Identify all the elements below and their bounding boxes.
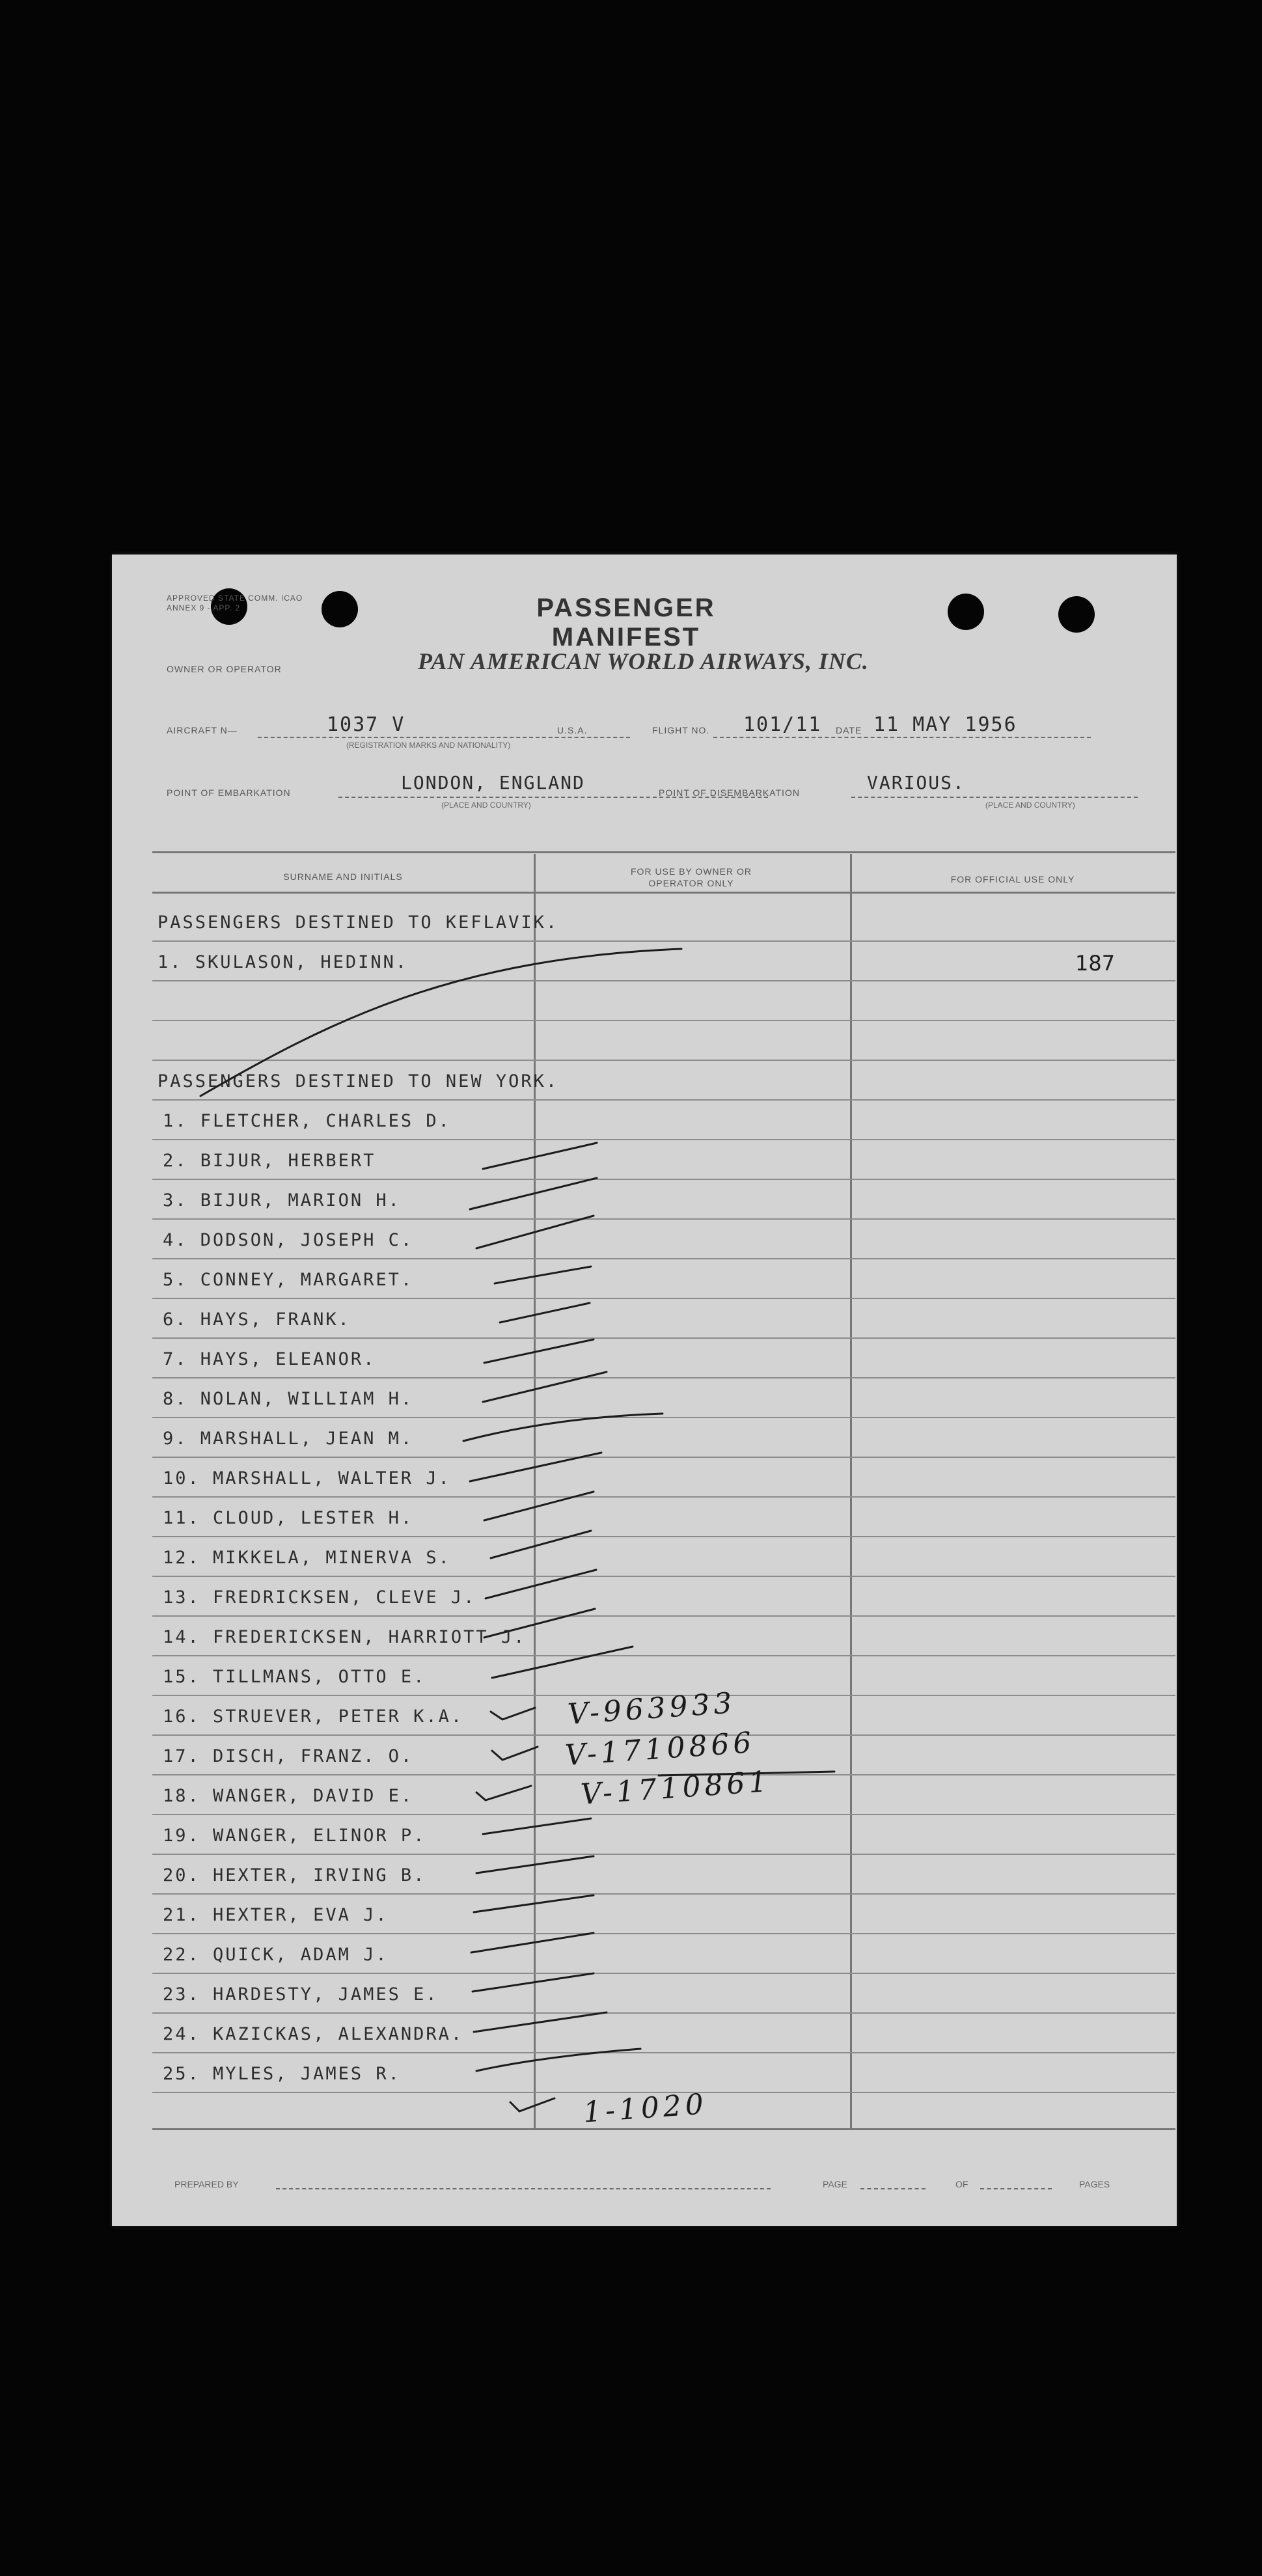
check-mark [500, 1303, 590, 1322]
page-label: PAGE [823, 2179, 847, 2189]
embark-sublabel: (PLACE AND COUNTRY) [441, 801, 531, 810]
check-mark [486, 1570, 596, 1598]
passenger-name: 7. HAYS, ELEANOR. [163, 1349, 376, 1369]
check-mark [476, 1856, 594, 1873]
check-mark [492, 1647, 633, 1678]
date-value: 11 MAY 1956 [873, 713, 1017, 736]
of-label: OF [955, 2179, 968, 2189]
passenger-name: 6. HAYS, FRANK. [163, 1309, 351, 1330]
disembark-value: VARIOUS. [867, 772, 965, 793]
prepared-by-label: PREPARED BY [174, 2179, 239, 2189]
passenger-name: 5. CONNEY, MARGARET. [163, 1270, 414, 1290]
section-heading: PASSENGERS DESTINED TO KEFLAVIK. [158, 912, 559, 933]
table-bottom-rule [152, 2128, 1175, 2130]
column-header-official-use: FOR OFFICIAL USE ONLY [950, 874, 1075, 884]
aircraft-sublabel: (REGISTRATION MARKS AND NATIONALITY) [346, 741, 511, 750]
passenger-name: 17. DISCH, FRANZ. O. [163, 1746, 414, 1766]
official-number: 187 [1075, 951, 1116, 976]
flight-label: FLIGHT NO. [652, 725, 710, 735]
passenger-name: 9. MARSHALL, JEAN M. [163, 1429, 414, 1449]
check-mark [491, 1708, 535, 1720]
form-title: PASSENGER MANIFEST [536, 594, 716, 651]
check-mark [476, 1216, 594, 1248]
passenger-name: 12. MIKKELA, MINERVA S. [163, 1548, 451, 1568]
handwritten-note: 1-1020 [582, 2087, 709, 2130]
check-mark [484, 1339, 594, 1363]
passenger-name: 1. FLETCHER, CHARLES D. [163, 1111, 451, 1131]
check-mark [484, 1609, 595, 1637]
check-mark [470, 1178, 597, 1209]
check-mark [484, 1492, 594, 1520]
passenger-name: 3. BIJUR, MARION H. [163, 1190, 401, 1211]
passenger-name: 2. BIJUR, HERBERT [163, 1151, 376, 1171]
passenger-name: 20. HEXTER, IRVING B. [163, 1865, 426, 1885]
handwritten-marks [112, 555, 1177, 2226]
of-line [980, 2188, 1052, 2189]
check-mark [474, 1895, 594, 1912]
section-heading: PASSENGERS DESTINED TO NEW YORK. [158, 1071, 559, 1091]
passenger-name: 14. FREDERICKSEN, HARRIOTT J. [163, 1627, 527, 1647]
passenger-name: 19. WANGER, ELINOR P. [163, 1826, 426, 1846]
check-mark [474, 2012, 607, 2032]
passenger-name: 1. SKULASON, HEDINN. [158, 952, 409, 972]
handwritten-note: V-1710866 [564, 1725, 756, 1773]
check-mark [483, 1372, 607, 1402]
column-header-owner-use: FOR USE BY OWNER OR OPERATOR ONLY [631, 866, 752, 888]
check-mark [473, 1973, 594, 1992]
prepared-by-line [276, 2188, 771, 2189]
check-mark [483, 1818, 591, 1834]
check-mark [495, 1267, 591, 1283]
manifest-sheet [112, 555, 1177, 2226]
owner-name: PAN AMERICAN WORLD AIRWAYS, INC. [418, 648, 869, 674]
check-mark [471, 1933, 594, 1953]
check-mark [492, 1747, 538, 1760]
embark-label: POINT OF EMBARKATION [167, 788, 291, 798]
passenger-name: 4. DODSON, JOSEPH C. [163, 1230, 414, 1250]
column-header-name: SURNAME AND INITIALS [283, 871, 403, 882]
page-line [860, 2188, 926, 2189]
passenger-name: 15. TILLMANS, OTTO E. [163, 1667, 426, 1687]
date-label: DATE [836, 725, 862, 735]
passenger-name: 18. WANGER, DAVID E. [163, 1786, 414, 1806]
check-mark [491, 1531, 591, 1558]
check-mark [476, 2049, 640, 2071]
passenger-name: 23. HARDESTY, JAMES E. [163, 1984, 439, 2005]
passenger-name: 8. NOLAN, WILLIAM H. [163, 1389, 414, 1409]
passenger-name: 16. STRUEVER, PETER K.A. [163, 1706, 464, 1727]
passenger-name: 21. HEXTER, EVA J. [163, 1905, 389, 1925]
strike-keflavik [200, 949, 681, 1096]
disembark-sublabel: (PLACE AND COUNTRY) [985, 801, 1075, 810]
disembark-label: POINT OF DISEMBARKATION [659, 788, 800, 798]
passenger-name: 22. QUICK, ADAM J. [163, 1945, 389, 1965]
flight-value: 101/11 [743, 713, 822, 736]
aircraft-label: AIRCRAFT N— [167, 725, 238, 735]
check-mark [476, 1772, 834, 1800]
check-mark [510, 2098, 555, 2111]
passenger-name: 13. FREDRICKSEN, CLEVE J. [163, 1587, 476, 1608]
check-mark [463, 1414, 663, 1441]
pages-label: PAGES [1079, 2179, 1110, 2189]
passenger-name: 11. CLOUD, LESTER H. [163, 1508, 414, 1528]
handwritten-note: V-1710861 [579, 1764, 772, 1812]
handwritten-note: V-963933 [566, 1686, 737, 1731]
approval-stamp: APPROVED STATE COMM. ICAO ANNEX 9 - APP. 2 [167, 594, 303, 612]
check-mark [483, 1143, 597, 1169]
check-mark [470, 1453, 601, 1481]
passenger-name: 24. KAZICKAS, ALEXANDRA. [163, 2024, 464, 2044]
embark-value: LONDON, ENGLAND [401, 772, 585, 793]
passenger-name: 10. MARSHALL, WALTER J. [163, 1468, 451, 1488]
passenger-name: 25. MYLES, JAMES R. [163, 2064, 401, 2084]
aircraft-value: 1037 V [327, 713, 405, 736]
owner-label: OWNER OR OPERATOR [167, 664, 282, 674]
country-label: U.S.A. [557, 725, 588, 735]
